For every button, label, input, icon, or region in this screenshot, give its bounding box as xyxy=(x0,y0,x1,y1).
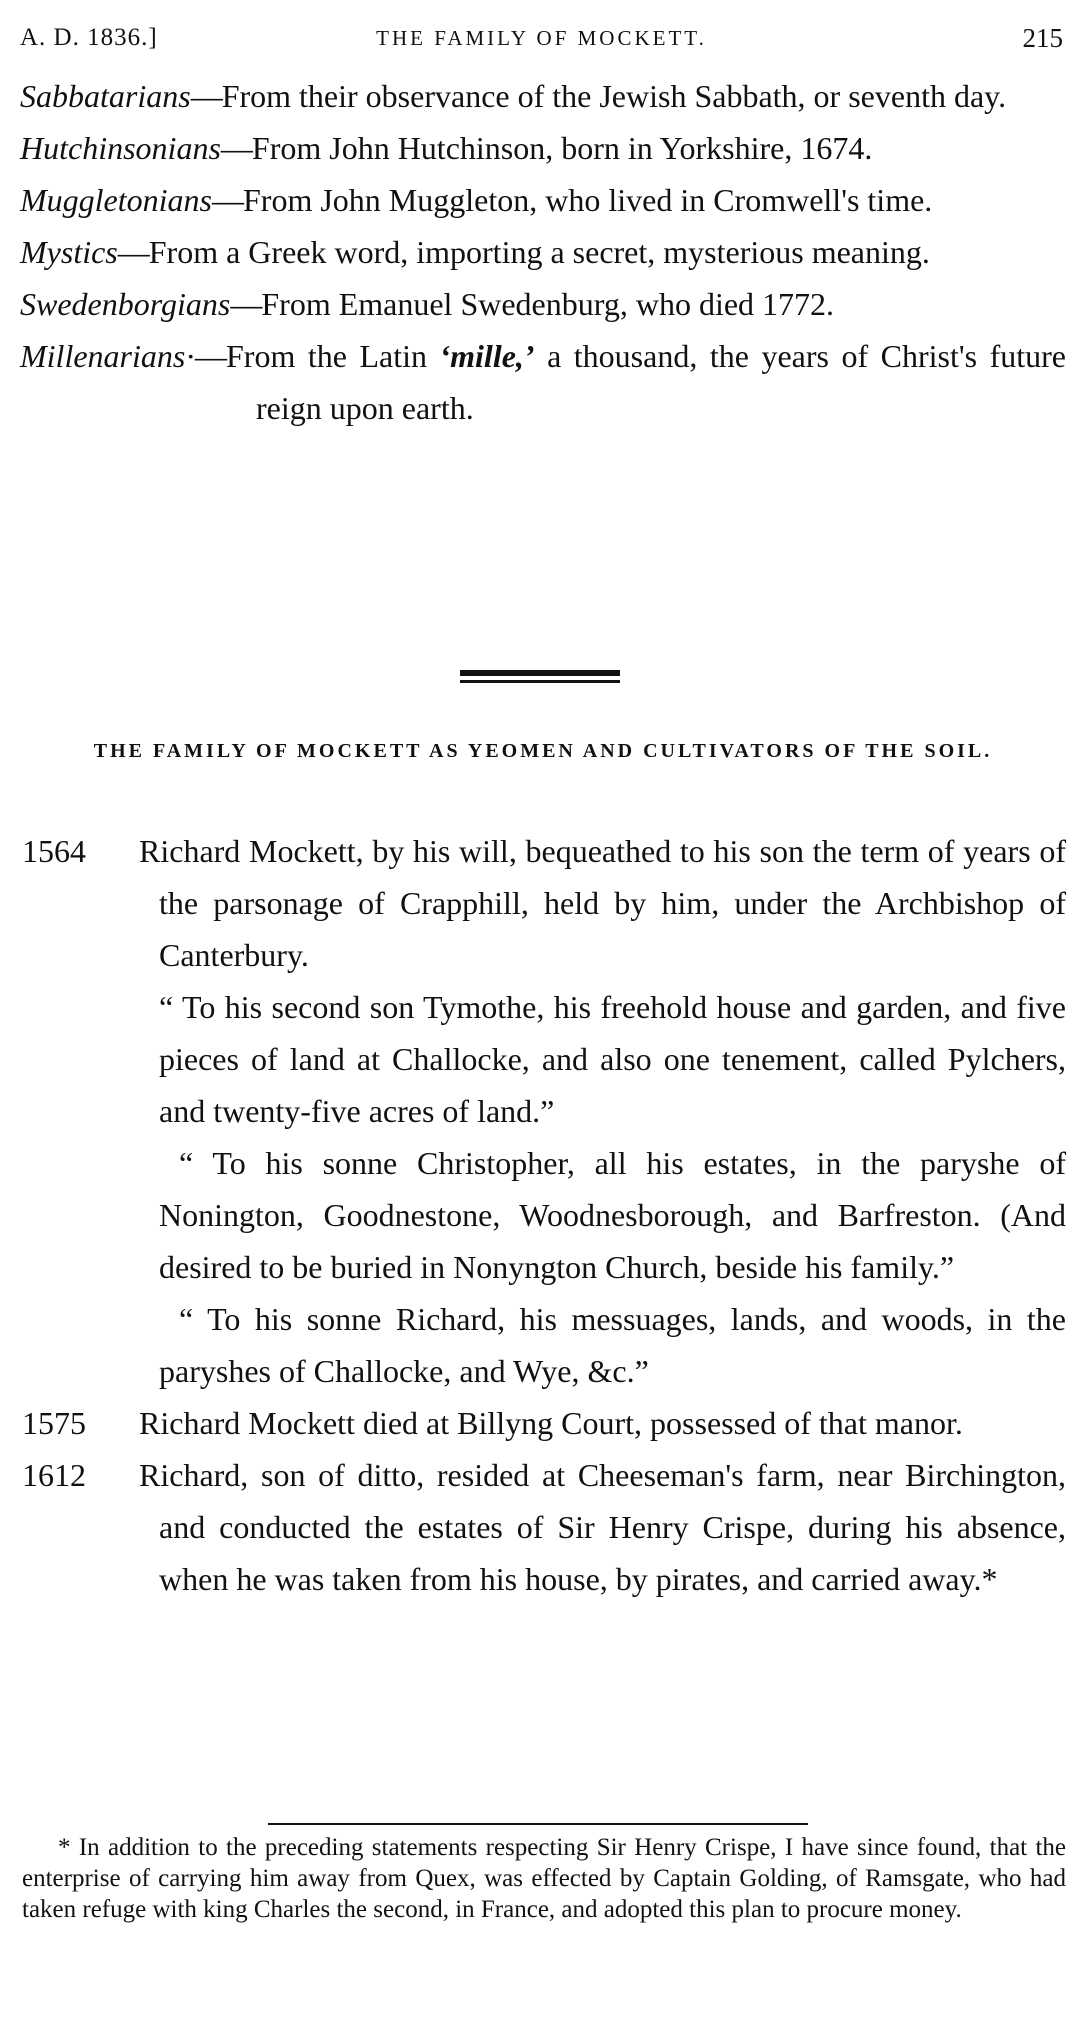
section-heading: THE FAMILY OF MOCKETT AS YEOMEN AND CULTIVATORS OF THE SOIL. xyxy=(93,740,993,762)
entry-text: Richard Mockett died at Billyng Court, possessed of that manor. xyxy=(139,1405,963,1441)
sect-description: From John Muggleton, who lived in Cromwell's time. xyxy=(242,182,933,218)
sect-description: From John Hutchinson, born in Yorkshire, 1674. xyxy=(251,130,873,166)
footnote: * In addition to the preceding statements respecting Sir Henry Crispe, I have since found, that the enterprise of carrying him away from Quex, was effected by Captain Golding, of Ramsgate, who had taken refuge with king Charles the second, in France, and adopted this plan to procure money. xyxy=(22,1834,1066,1923)
running-head xyxy=(20,18,1063,58)
chronology-entry-1564 xyxy=(22,825,1066,981)
sect-name: Sabbatarians xyxy=(20,78,191,114)
entry-year: 1575 xyxy=(22,1405,86,1441)
bequest-quote: “ To his sonne Richard, his messuages, lands, and woods, in the paryshes of Challocke, and Wye, &c.” xyxy=(159,1301,1066,1389)
sect-name: Mystics xyxy=(20,234,118,270)
sect-name: Muggletonians xyxy=(20,182,212,218)
bequest-quote: “ To his sonne Christopher, all his estates, in the paryshe of Nonington, Goodnestone, Woodnesborough, and Barfreston. (And desired to be buried in Nonyngton Church, beside his family.” xyxy=(159,1145,1066,1285)
entry-year: 1564 xyxy=(22,833,86,869)
entry-year: 1612 xyxy=(22,1457,86,1493)
sect-dash: — xyxy=(220,130,252,166)
entry-text: Richard Mockett, by his will, bequeathed to his son the term of years of the parsonage of Crapphill, held by him, under the Archbishop of Canterbury. xyxy=(139,833,1066,973)
chronology xyxy=(22,825,1066,1605)
sect-entry-swedenborgians xyxy=(20,278,1066,330)
sect-dash: — xyxy=(230,286,262,322)
bequest-quote: “ To his second son Tymothe, his freehold house and garden, and five pieces of land at Challocke, and also one tenement, called Pylchers, and twenty-five acres of land.” xyxy=(159,989,1066,1129)
sect-description: From a Greek word, importing a secret, mysterious meaning. xyxy=(148,234,930,270)
chronology-entry-1575 xyxy=(22,1397,1066,1449)
sect-entry-sabbatarians xyxy=(20,70,1066,122)
sect-dash: — xyxy=(190,78,222,114)
page-number: 215 xyxy=(1022,23,1063,53)
sect-entry-muggletonians xyxy=(20,174,1066,226)
sect-dash: ·— xyxy=(185,338,226,374)
sect-dash: — xyxy=(117,234,149,270)
section-divider xyxy=(460,670,620,686)
divider-thin-line xyxy=(460,680,620,683)
latin-word: ‘mille,’ xyxy=(439,338,535,374)
sect-entry-mystics xyxy=(20,226,1066,278)
divider-thick-line xyxy=(460,670,620,676)
running-head-title: THE FAMILY OF MOCKETT. xyxy=(376,26,707,50)
running-head-year: A. D. 1836.] xyxy=(20,24,158,51)
sect-description: From their observance of the Jewish Sabbath, or seventh day. xyxy=(221,78,1007,114)
sect-description-cont: a thousand, the years of Christ's future reign upon earth. xyxy=(256,338,1067,426)
footnote-rule xyxy=(268,1823,808,1825)
sect-entry-hutchinsonians xyxy=(20,122,1066,174)
sect-name: Swedenborgians xyxy=(20,286,231,322)
sect-name: Hutchinsonians xyxy=(20,130,221,166)
entry-text: Richard, son of ditto, resided at Cheeseman's farm, near Birchington, and conducted the estates of Sir Henry Crispe, during his absence, when he was taken from his house, by pirates, and carried away.* xyxy=(139,1457,1066,1597)
sect-entry-millenarians xyxy=(20,330,1066,434)
sect-description: From Emanuel Swedenburg, who died 1772. xyxy=(261,286,835,322)
sect-dash: — xyxy=(211,182,243,218)
sect-name: Millenarians xyxy=(20,338,186,374)
chronology-entry-1612 xyxy=(22,1449,1066,1605)
sect-list xyxy=(20,70,1066,434)
sect-description: From the Latin xyxy=(225,338,440,374)
